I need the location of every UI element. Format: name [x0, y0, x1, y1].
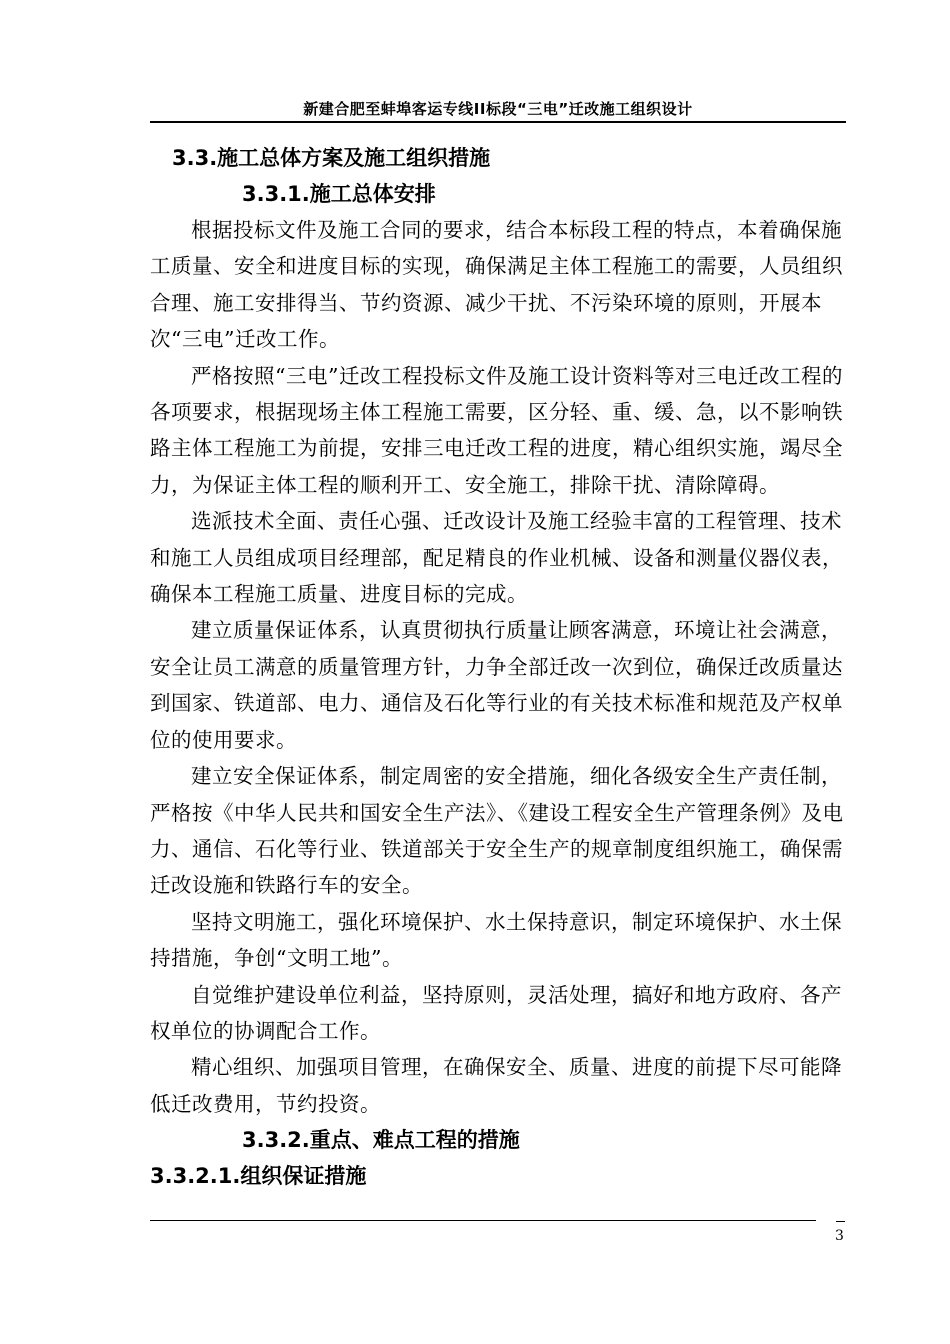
paragraph-2: 严格按照“三电”迁改工程投标文件及施工设计资料等对三电迁改工程的各项要求，根据现场主体工程施工需要，区分轻、重、缓、急，以不影响铁路主体工程施工为前提，安排三电迁改工程的进度，精心组织实施，竭尽全力，为保证主体工程的顺利开工、安全施工，排除干扰、清除障碍。 [150, 363, 843, 497]
page-number-dash [836, 1221, 845, 1222]
page-body [150, 140, 850, 1194]
paragraph-8: 精心组织、加强项目管理，在确保安全、质量、进度的前提下尽可能降低迁改费用，节约投资。 [150, 1055, 842, 1116]
running-header: 新建合肥至蚌埠客运专线II标段“三电”迁改施工组织设计 [303, 100, 693, 118]
header-rule [150, 121, 846, 123]
page-number: 3 [835, 1228, 844, 1244]
section-heading-3-3-2: 3.3.2.重点、难点工程的措施 [242, 1128, 520, 1153]
paragraph-1: 根据投标文件及施工合同的要求，结合本标段工程的特点，本着确保施工质量、安全和进度目标的实现，确保满足主体工程施工的需要，人员组织合理、施工安排得当、节约资源、减少干扰、不污染环境的原则，开展本次“三电”迁改工作。 [150, 218, 843, 352]
section-heading-3-3-1: 3.3.1.施工总体安排 [242, 182, 436, 206]
footer-rule [150, 1220, 816, 1221]
paragraph-6: 坚持文明施工，强化环境保护、水土保持意识，制定环境保护、水土保持措施，争创“文明工地”。 [150, 909, 842, 971]
section-heading-3-3-2-1: 3.3.2.1.组织保证措施 [150, 1164, 367, 1189]
section-heading-3-3: 3.3.施工总体方案及施工组织措施 [172, 146, 491, 170]
paragraph-5: 建立安全保证体系，制定周密的安全措施，细化各级安全生产责任制，严格按《中华人民共和国安全生产法》、《建设工程安全生产管理条例》及电力、通信、石化等行业、铁道部关于安全生产的规章制度组织施工，确保需迁改设施和铁路行车的安全。 [150, 764, 844, 898]
paragraph-3: 选派技术全面、责任心强、迁改设计及施工经验丰富的工程管理、技术和施工人员组成项目经理部，配足精良的作业机械、设备和测量仪器仪表，确保本工程施工质量、进度目标的完成。 [150, 509, 843, 607]
paragraph-4: 建立质量保证体系，认真贯彻执行质量让顾客满意，环境让社会满意，安全让员工满意的质量管理方针，力争全部迁改一次到位，确保迁改质量达到国家、铁道部、电力、通信及石化等行业的有关技术标准和规范及产权单位的使用要求。 [150, 618, 843, 752]
paragraph-7: 自觉维护建设单位利益，坚持原则，灵活处理，搞好和地方政府、各产权单位的协调配合工作。 [150, 982, 842, 1043]
